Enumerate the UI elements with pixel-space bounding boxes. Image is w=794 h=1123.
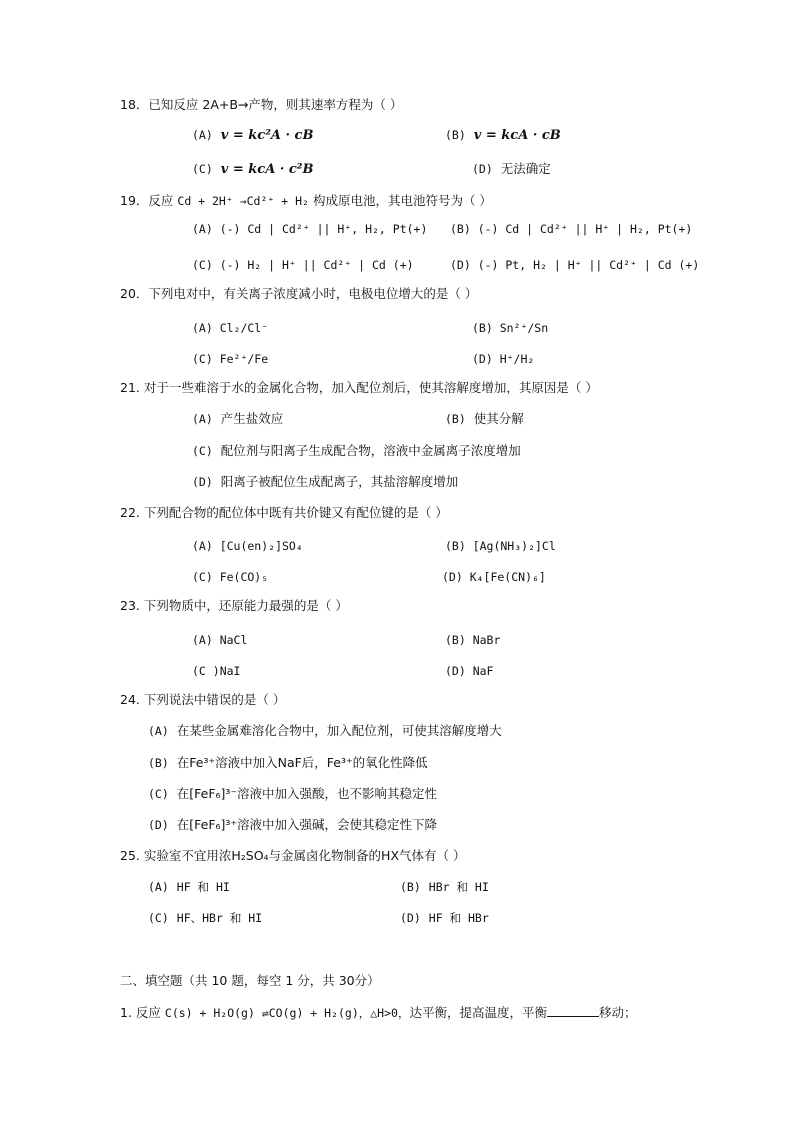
q25-option-b (400, 879, 489, 895)
option-text: 在[FeF₆]³⁺溶液中加入强碱，会使其稳定性下降 (176, 817, 438, 832)
q23-option-d: (D) NaF (445, 664, 494, 678)
q25-option-d (400, 910, 489, 926)
q25-option-a (148, 879, 230, 895)
q20-option-c: (C) Fe²⁺/Fe (192, 352, 269, 366)
option-text: HF 和 HI (176, 880, 230, 894)
q20-option-a: (A) Cl₂/Cl⁻ (192, 321, 269, 335)
q24-option-d (148, 817, 437, 833)
q20-option-d: (D) H⁺/H₂ (472, 352, 535, 366)
option-text: 无法确定 (500, 161, 551, 176)
q18-option-d (472, 161, 551, 177)
option-label: (C) (192, 162, 213, 176)
q23-stem: 23. 下列物质中，还原能力最强的是（ ） (120, 598, 348, 613)
q24-stem: 24. 下列说法中错误的是（ ） (120, 692, 286, 707)
option-text: 阳离子被配位生成配离子，其盐溶解度增加 (220, 474, 459, 489)
option-text: 产生盐效应 (220, 411, 284, 426)
option-text: HF 和 HBr (428, 911, 489, 925)
q18-option-a (192, 127, 313, 144)
q24-option-a (148, 723, 502, 739)
option-label: (A) (148, 880, 169, 894)
option-label: (C) (192, 444, 213, 458)
stem-prefix: 19．反应 (120, 193, 174, 208)
option-label: (B) (445, 128, 466, 142)
q21-option-b (445, 411, 524, 427)
option-text: 配位剂与阳离子生成配合物，溶液中金属离子浓度增加 (220, 443, 521, 458)
option-label: (C) (148, 911, 169, 925)
q21-option-a (192, 411, 283, 427)
q19-option-d: (D) (-) Pt, H₂ | H⁺ || Cd²⁺ | Cd (+) (450, 258, 700, 272)
option-text: 使其分解 (473, 411, 524, 426)
q19-option-a: (A) (-) Cd | Cd²⁺ || H⁺, H₂, Pt(+) (192, 222, 428, 236)
option-text: 在某些金属难溶化合物中，加入配位剂，可使其溶解度增大 (176, 723, 502, 738)
option-label: (A) (192, 128, 213, 142)
q23-option-c: (C )NaI (192, 664, 241, 678)
option-label: (C) (148, 787, 169, 801)
option-text: 在Fe³⁺溶液中加入NaF后，Fe³⁺的氧化性降低 (176, 755, 428, 770)
q22-option-b: (B) [Ag(NH₃)₂]Cl (445, 539, 556, 553)
option-label: (D) (148, 818, 169, 832)
q25-stem: 25. 实验室不宜用浓H₂SO₄与金属卤化物制备的HX气体有（ ） (120, 848, 466, 863)
q19-option-c: (C) (-) H₂ | H⁺ || Cd²⁺ | Cd (+) (192, 258, 414, 272)
rate-equation: v = kc²A · cB (220, 128, 314, 143)
option-text: HBr 和 HI (428, 880, 489, 894)
option-label: (B) (445, 412, 466, 426)
q21-stem: 21. 对于一些难溶于水的金属化合物，加入配位剂后，使其溶解度增加，其原因是（ ） (120, 380, 598, 395)
q18-option-b (445, 127, 561, 144)
q23-option-a: (A) NaCl (192, 633, 248, 647)
reaction-equation: Cd + 2H⁺ →Cd²⁺ + H₂ (177, 194, 309, 208)
q22-option-c: (C) Fe(CO)₅ (192, 570, 269, 584)
stem-prefix: 1. 反应 (120, 1005, 161, 1020)
q20-option-b: (B) Sn²⁺/Sn (472, 321, 549, 335)
option-text: HF、HBr 和 HI (176, 911, 263, 925)
q20-stem: 20．下列电对中，有关离子浓度减小时，电极电位增大的是（ ） (120, 286, 478, 301)
fill-question-1 (120, 1004, 636, 1021)
option-text: 在[FeF₆]³⁻溶液中加入强酸，也不影响其稳定性 (176, 786, 438, 801)
q23-option-b: (B) NaBr (445, 633, 501, 647)
q22-option-a: (A) [Cu(en)₂]SO₄ (192, 539, 303, 553)
rate-equation: v = kcA · cB (473, 128, 561, 143)
q18-option-c (192, 161, 313, 178)
option-label: (B) (400, 880, 421, 894)
option-label: (B) (148, 756, 169, 770)
q24-option-b (148, 755, 428, 771)
option-label: (A) (192, 412, 213, 426)
q21-option-c (192, 443, 521, 459)
option-label: (D) (400, 911, 421, 925)
q22-stem: 22. 下列配合物的配位体中既有共价键又有配位键的是（ ） (120, 505, 448, 520)
section-heading: 二、填空题（共 10 题，每空 1 分，共 30分） (120, 973, 380, 988)
option-label: (A) (148, 724, 169, 738)
option-label: (D) (472, 162, 493, 176)
option-label: (D) (192, 475, 213, 489)
answer-blank[interactable] (547, 1004, 599, 1017)
stem-text: 达平衡，提高温度，平衡 (409, 1005, 547, 1020)
stem-suffix: 移动； (598, 1005, 637, 1020)
rate-equation: v = kcA · c²B (220, 162, 314, 177)
q22-option-d: (D) K₄[Fe(CN)₆] (442, 570, 546, 584)
q24-option-c (148, 786, 437, 802)
q21-option-d (192, 474, 458, 490)
stem-suffix: 构成原电池，其电池符号为（ ） (312, 193, 492, 208)
q18-stem: 18．已知反应 2A+B→产物，则其速率方程为（ ） (120, 97, 403, 112)
q19-stem (120, 193, 492, 209)
reaction-equation: C(s) + H₂O(g) ⇌CO(g) + H₂(g)，△H>0， (164, 1006, 410, 1020)
q19-option-b: (B) (-) Cd | Cd²⁺ || H⁺ | H₂, Pt(+) (450, 222, 693, 236)
q25-option-c (148, 910, 262, 926)
